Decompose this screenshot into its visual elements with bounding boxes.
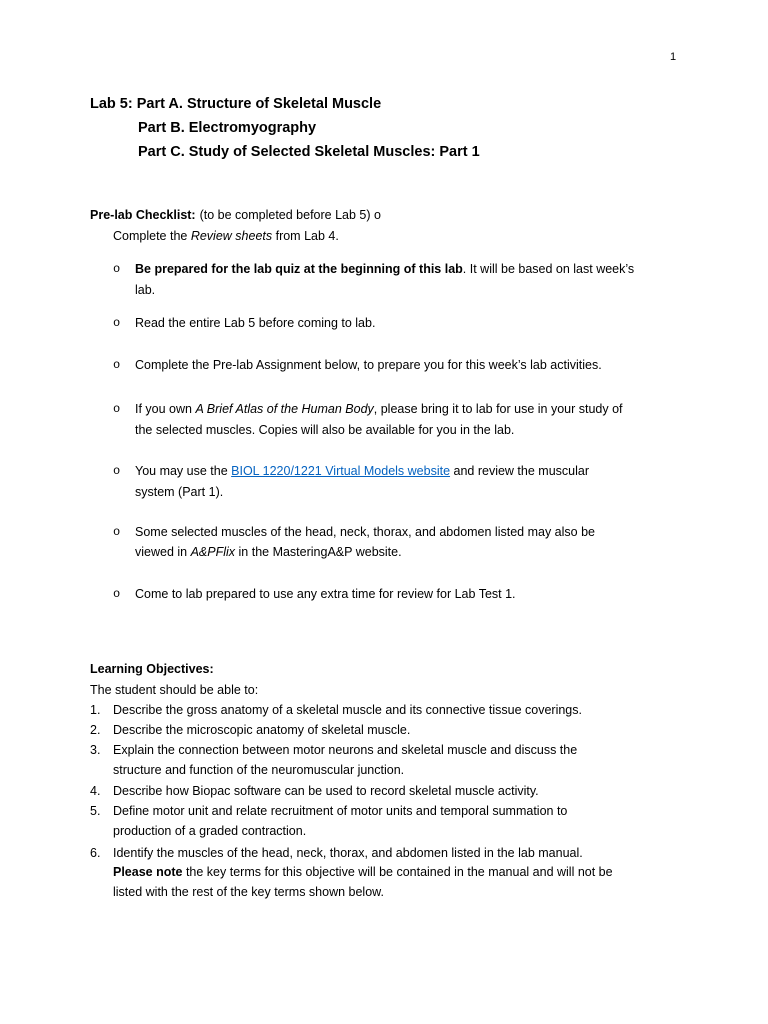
bullet-icon: o <box>113 316 121 330</box>
checklist-item-text: and review the muscular <box>450 464 589 478</box>
objective-item <box>0 845 768 899</box>
checklist-item-text: viewed in <box>135 545 191 559</box>
checklist-item <box>0 524 768 559</box>
checklist-item <box>0 463 768 499</box>
objective-item <box>0 722 768 738</box>
checklist-item-line: Come to lab prepared to use any extra time for review for Lab Test 1. <box>135 587 516 601</box>
objective-note-line <box>113 864 613 880</box>
objective-number: 2. <box>90 723 101 737</box>
objective-number: 3. <box>90 743 101 757</box>
objective-note-text: the key terms for this objective will be contained in the manual and will not be <box>182 865 613 879</box>
checklist-item-line <box>135 463 589 479</box>
objective-number: 6. <box>90 846 101 860</box>
objective-item <box>0 702 768 718</box>
review-sheets-text: Review sheets <box>190 229 273 243</box>
page-number: 1 <box>670 51 677 63</box>
objective-text: Describe the gross anatomy of a skeletal muscle and its connective tissue coverings. <box>113 703 582 717</box>
title-line-part-b: Part B. Electromyography <box>138 120 317 136</box>
objective-text: Describe the microscopic anatomy of skeletal muscle. <box>113 723 411 737</box>
objective-text: Explain the connection between motor neurons and skeletal muscle and discuss the <box>113 743 578 757</box>
objective-item <box>0 803 768 838</box>
checklist-item-line: Some selected muscles of the head, neck, thorax, and abdomen listed may also be <box>135 525 595 539</box>
objectives-heading: Learning Objectives: <box>90 662 214 676</box>
checklist-item-line <box>135 544 402 560</box>
checklist-item <box>0 401 768 437</box>
prelab-intro <box>113 228 339 244</box>
objective-text: structure and function of the neuromuscular junction. <box>113 763 405 777</box>
prelab-intro-text: from Lab 4. <box>272 229 339 243</box>
objective-item <box>0 783 768 799</box>
checklist-item-line <box>135 401 623 417</box>
apflix-text: A&PFlix <box>190 545 236 559</box>
checklist-item-line: Read the entire Lab 5 before coming to lab. <box>135 316 376 330</box>
checklist-item-emphasis: Be prepared for the lab quiz at the beginning of this lab <box>135 262 463 276</box>
checklist-item <box>0 315 768 331</box>
objective-number: 4. <box>90 784 101 798</box>
checklist-item-line: Complete the Pre-lab Assignment below, to prepare you for this week’s lab activities. <box>135 358 602 372</box>
objective-text: production of a graded contraction. <box>113 824 307 838</box>
objectives-intro: The student should be able to: <box>90 683 259 697</box>
prelab-heading-note: (to be completed before Lab 5) o <box>199 208 381 222</box>
virtual-models-website-link[interactable]: BIOL 1220/1221 Virtual Models website <box>231 464 451 478</box>
checklist-item-line <box>135 261 634 277</box>
prelab-heading: Pre-lab Checklist: <box>90 208 196 222</box>
prelab-heading-line <box>90 207 381 223</box>
objective-note-line: listed with the rest of the key terms shown below. <box>113 885 384 899</box>
checklist-item-text: in the MasteringA&P website. <box>235 545 402 559</box>
checklist-item-text: If you own <box>135 402 196 416</box>
objective-text: Define motor unit and relate recruitment of motor units and temporal summation to <box>113 804 568 818</box>
atlas-book-title: A Brief Atlas of the Human Body <box>195 402 374 416</box>
bullet-icon: o <box>113 262 121 276</box>
bullet-icon: o <box>113 358 121 372</box>
bullet-icon: o <box>113 464 121 478</box>
checklist-item <box>0 586 768 602</box>
bullet-icon: o <box>113 402 121 416</box>
objective-text: Identify the muscles of the head, neck, thorax, and abdomen listed in the lab manual. <box>113 846 583 860</box>
objective-text: Describe how Biopac software can be used to record skeletal muscle activity. <box>113 784 539 798</box>
title-line-part-c: Part C. Study of Selected Skeletal Muscles: Part 1 <box>138 144 480 160</box>
bullet-icon: o <box>113 525 121 539</box>
please-note-label: Please note <box>113 865 183 879</box>
checklist-item-line: the selected muscles. Copies will also be available for you in the lab. <box>135 423 515 437</box>
bullet-icon: o <box>113 587 121 601</box>
objective-number: 5. <box>90 804 101 818</box>
objective-number: 1. <box>90 703 101 717</box>
title-line-part-a: Lab 5: Part A. Structure of Skeletal Muscle <box>90 96 382 112</box>
checklist-item-line: lab. <box>135 283 156 297</box>
checklist-item-text: You may use the <box>135 464 232 478</box>
prelab-intro-text: Complete the <box>113 229 191 243</box>
objective-item <box>0 742 768 777</box>
checklist-item <box>0 261 768 297</box>
checklist-item-text: , please bring it to lab for use in your study of <box>373 402 623 416</box>
checklist-item-line: system (Part 1). <box>135 485 224 499</box>
checklist-item-text: . It will be based on last week’s <box>462 262 635 276</box>
checklist-item <box>0 357 768 373</box>
